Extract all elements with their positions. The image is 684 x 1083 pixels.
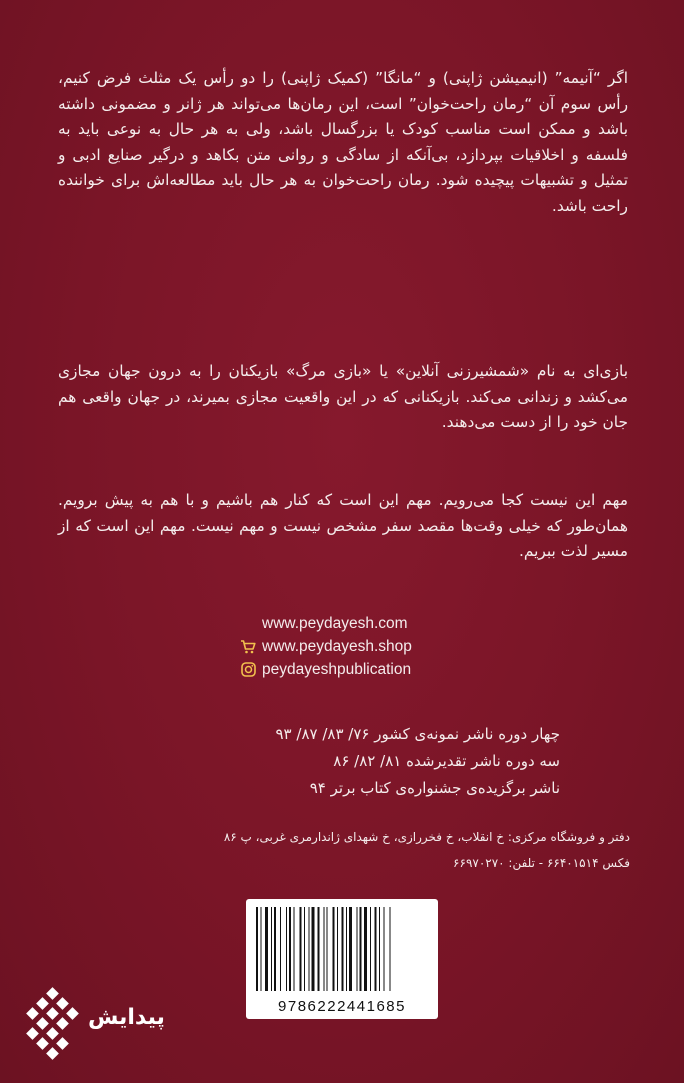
publisher-address <box>110 824 630 876</box>
cart-icon <box>240 639 256 655</box>
blurb-paragraph-1: اگر “آنیمه” (انیمیشن ژاپنی) و “مانگا” (کمیک ژاپنی) را دو رأس یک مثلث فرض کنیم، رأس سوم آن “رمان راحت‌خوان” است، این رمان‌ها می‌تواند هر ژانر و مضمونی داشته باشد و ممکن است مناسب کودک یا بزرگسال باشد، ولی به هر حال به نوعی باید به فلسفه و اخلاقیات بپردازد، بی‌آنکه از سادگی و روانی متن بکاهد و درگیر صنایع ادبی و تمثیل و تشبیهات پیچیده شود. رمان راحت‌خوان به هر حال باید مطالعه‌اش برای خواننده راحت باشد. <box>58 69 628 215</box>
shop-link[interactable]: www.peydayesh.shop <box>262 637 412 655</box>
isbn-number: 9786222441685 <box>278 998 406 1015</box>
instagram-handle[interactable]: peydayeshpublication <box>262 660 412 678</box>
website-link[interactable]: www.peydayesh.com <box>262 614 408 632</box>
award-line-2: سه دوره ناشر تقدیرشده ۸۱/ ۸۲/ ۸۶ <box>333 752 560 770</box>
blurb-paragraph-3: مهم این نیست کجا می‌رویم. مهم این است که کنار هم باشیم و با هم به پیش برویم. همان‌طور که خیلی وقت‌ها مقصد سفر مشخص نیست و مهم نیست. مهم این است که از مسیر لذت ببریم. <box>58 491 628 561</box>
website-row <box>240 612 500 635</box>
publisher-logo-text: پیدایش <box>88 1005 165 1030</box>
phone-fax-line: فکس ۶۶۴۰۱۵۱۴ - تلفن: ۶۶۹۷۰۲۷۰ <box>453 856 630 870</box>
blurb-paragraph-2: بازی‌ای به نام «شمشیرزنی آنلاین» یا «بازی مرگ» بازیکنان را به درون جهان مجازی می‌کشد و زندانی می‌کند. بازیکنانی که در این واقعیت مجازی بمیرند، در جهان واقعی هم جان خود را از دست می‌دهند. <box>58 362 628 432</box>
instagram-row <box>240 658 500 681</box>
barcode-bars <box>256 907 428 991</box>
isbn-barcode <box>246 899 438 1019</box>
contact-links <box>240 612 500 681</box>
publisher-logo-icon <box>26 987 86 1062</box>
publisher-logo <box>26 987 165 1062</box>
award-line-1: چهار دوره ناشر نمونه‌ی کشور ۷۶/ ۸۳/ ۸۷/ ۹۳ <box>275 725 560 743</box>
award-line-3: ناشر برگزیده‌ی جشنواره‌ی کتاب برتر ۹۴ <box>309 779 560 797</box>
instagram-icon <box>240 662 256 678</box>
shop-row <box>240 635 500 658</box>
publisher-awards <box>170 721 560 802</box>
address-line: دفتر و فروشگاه مرکزی: خ انقلاب، خ فخررازی، خ شهدای ژاندارمری غربی، پ ۸۶ <box>223 830 630 844</box>
